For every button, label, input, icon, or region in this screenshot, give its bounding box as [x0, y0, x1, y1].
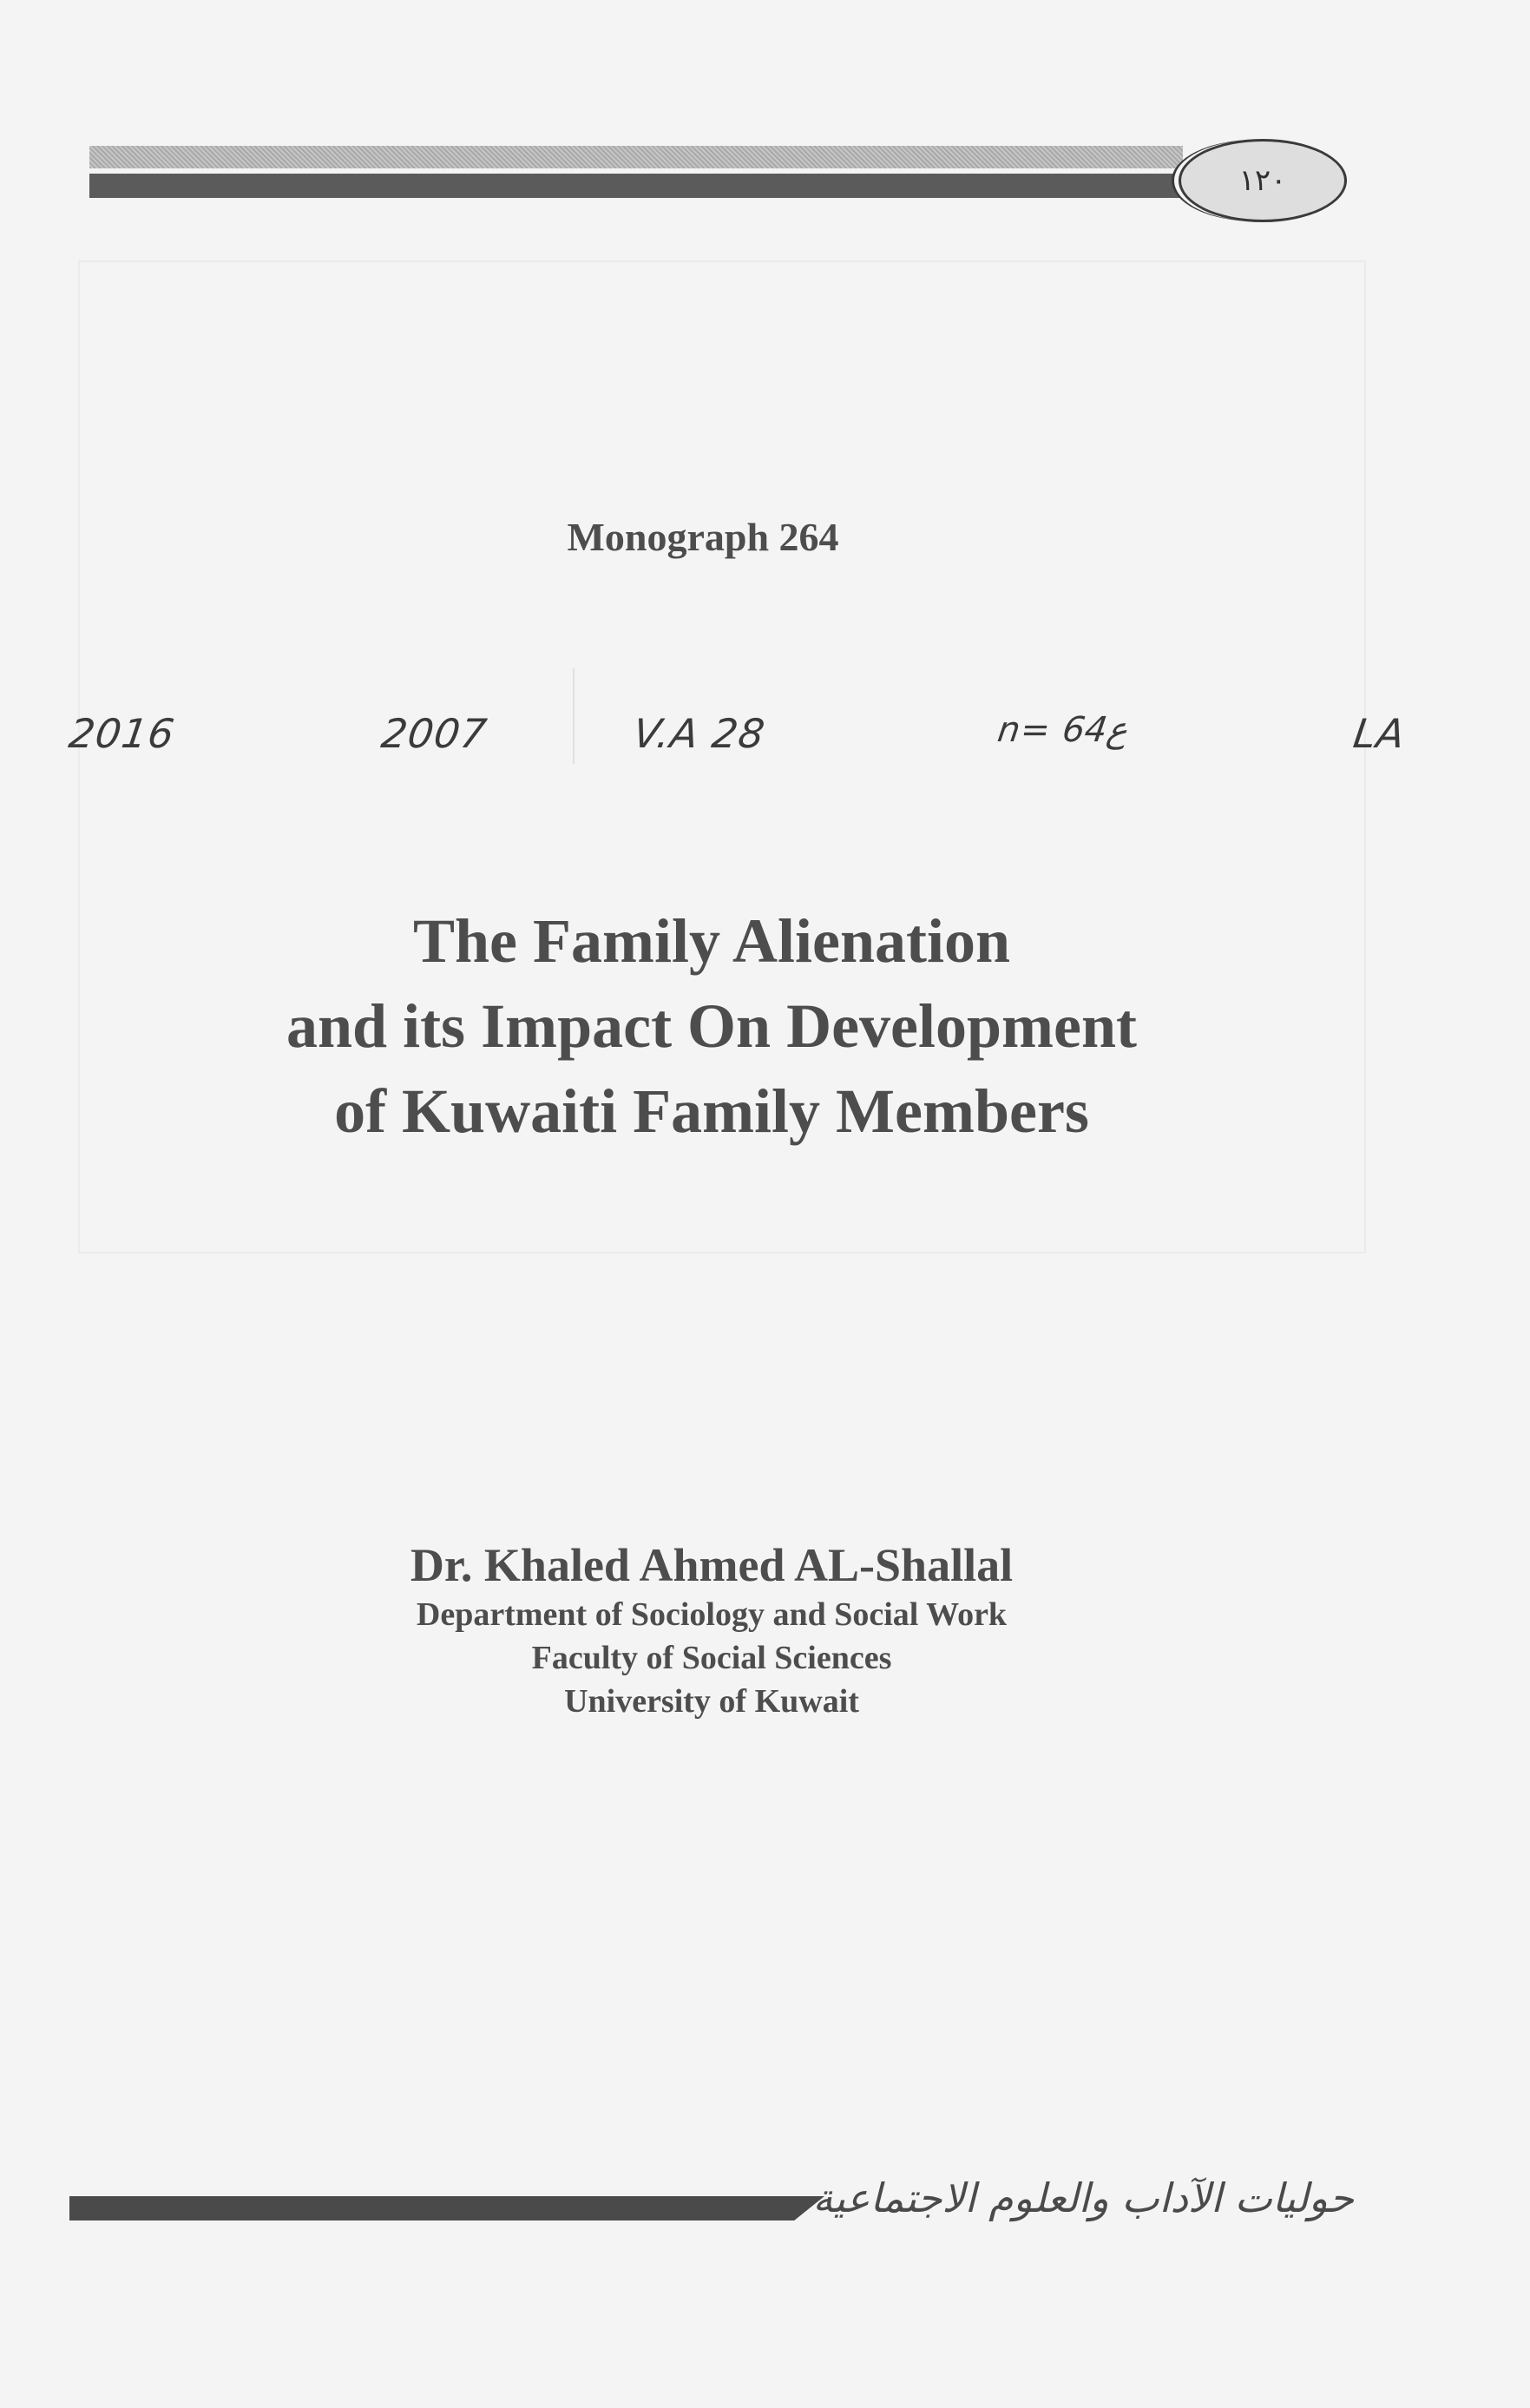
handwritten-note: 2016 [66, 710, 178, 757]
author-university: University of Kuwait [564, 1683, 859, 1720]
author-name: Dr. Khaled Ahmed AL-Shallal [410, 1539, 1014, 1591]
handwritten-note: V.A 28 [630, 710, 769, 757]
title-line: The Family Alienation [412, 906, 1011, 976]
handwritten-note: LA [1350, 710, 1409, 757]
author-department: Department of Sociology and Social Work [416, 1596, 1008, 1633]
header-bar-light [89, 146, 1183, 168]
document-title [0, 898, 1423, 1154]
handwriting-divider [573, 668, 575, 764]
monograph-label: Monograph 264 [567, 515, 839, 559]
title-line: of Kuwaiti Family Members [334, 1076, 1089, 1146]
title-line: and its Impact On Development [286, 991, 1137, 1061]
header-bar-dark [89, 174, 1183, 198]
page-number: ١٢٠ [1238, 163, 1287, 198]
author-faculty: Faculty of Social Sciences [531, 1640, 892, 1676]
handwritten-note: n= ع64 [995, 710, 1131, 750]
handwritten-note: 2007 [378, 710, 490, 757]
footer-bar [69, 2196, 824, 2220]
page-number-badge [1179, 139, 1347, 222]
journal-name: حوليات الآداب والعلوم الاجتماعية [812, 2174, 1354, 2221]
